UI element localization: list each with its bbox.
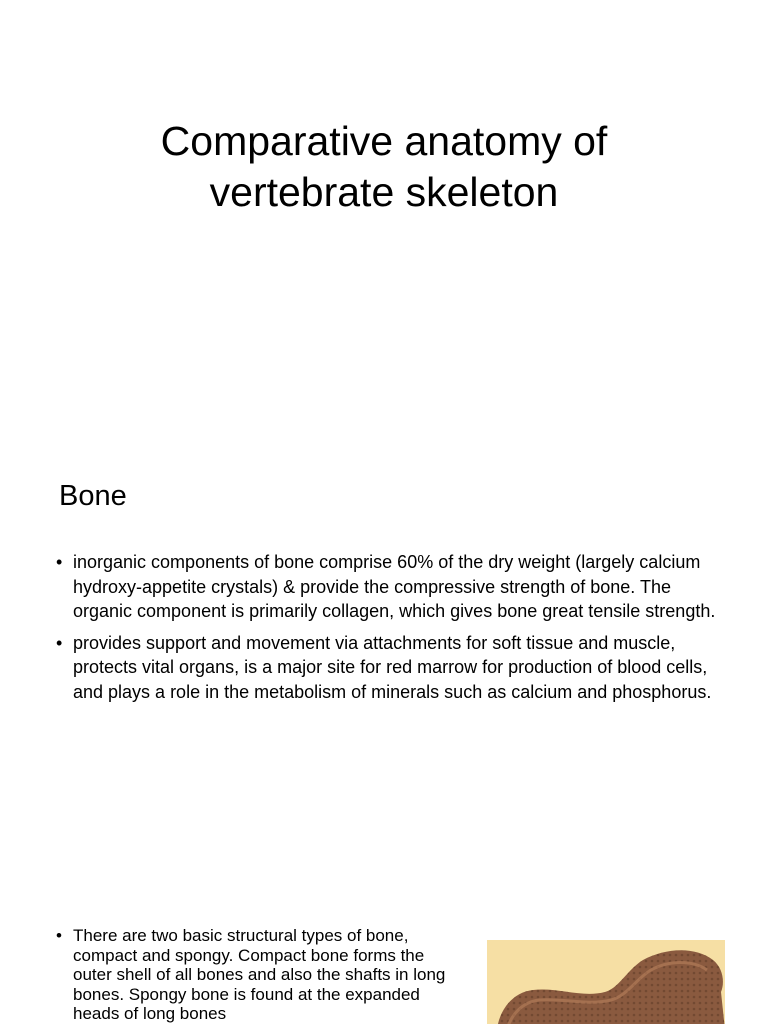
bullet-text: There are two basic structural types of bone, compact and spongy. Compact bone forms the outer shell of all bones and also the shafts in long bones. Spongy bone is found at the expanded heads of long bones — [73, 926, 446, 1024]
bullet-item — [56, 550, 726, 624]
bullet-item — [56, 926, 451, 1024]
title-slide — [0, 0, 768, 432]
bullet-text: provides support and movement via attachments for soft tissue and muscle, protects vital organs, is a major site for red marrow for production of blood cells, and plays a role in the metabolism of minerals such as calcium and phosphorus. — [73, 632, 712, 702]
bullet-icon: • — [56, 632, 63, 653]
bone-slide — [0, 432, 768, 864]
bone-illustration — [487, 940, 725, 1024]
slide-title-line-2: vertebrate skeleton — [209, 169, 559, 215]
bullet-item — [56, 631, 726, 705]
bullet-list — [56, 926, 451, 1024]
bone-types-slide — [0, 864, 768, 1024]
bullet-icon: • — [56, 926, 62, 945]
section-heading: Bone — [59, 480, 127, 512]
bone-icon — [487, 940, 725, 1024]
bullet-list — [56, 550, 726, 711]
slide-title-line-1: Comparative anatomy of — [160, 118, 608, 164]
bullet-text: inorganic components of bone comprise 60% of the dry weight (largely calcium hydroxy-appetite crystals) & provide the compressive strength of bone. The organic component is primarily collagen, which gives bone great tensile strength. — [73, 552, 716, 621]
slide-title — [84, 116, 684, 218]
bullet-icon: • — [56, 552, 63, 572]
